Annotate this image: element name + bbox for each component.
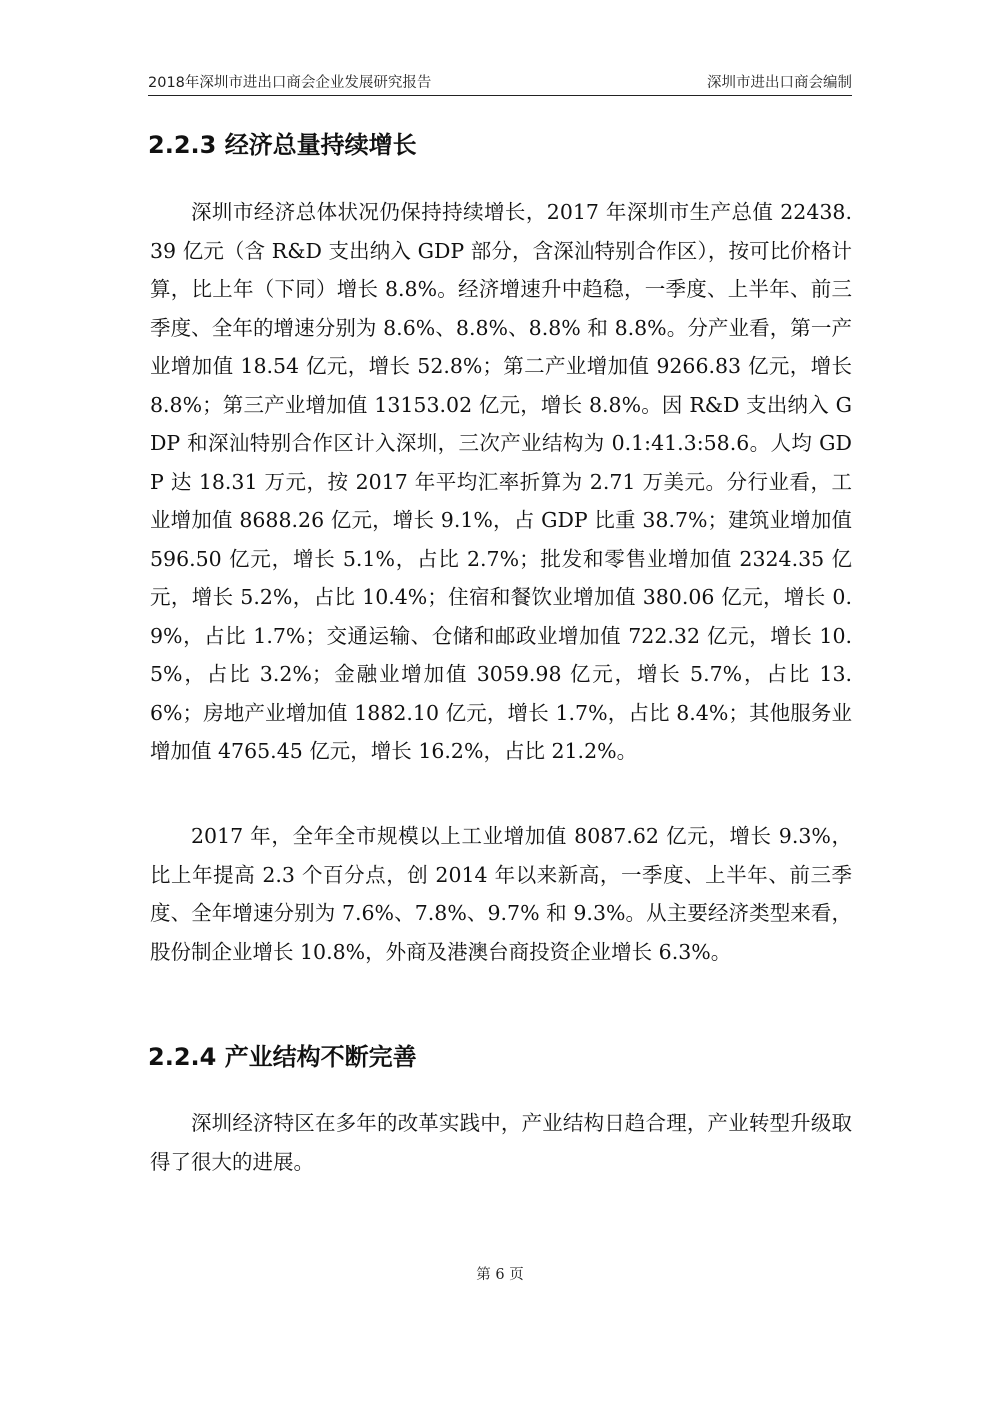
section-heading-2-2-4: 2.2.4 产业结构不断完善: [148, 1043, 417, 1071]
paragraph-industrial-value: 2017 年，全年全市规模以上工业增加值 8087.62 亿元，增长 9.3%，比上年提高 2.3 个百分点，创 2014 年以来新高，一季度、上半年、前三季度、全年增速分别为 7.6%、7.8%、9.7% 和 9.3%。从主要经济类型来看，股份制企业增长 10.8%，外商及港澳台商投资企业增长 6.3%。: [150, 824, 852, 964]
header-publisher: 深圳市进出口商会编制: [707, 75, 852, 91]
page-number: 第 6 页: [476, 1267, 524, 1283]
section-heading-2-2-3: 2.2.3 经济总量持续增长: [148, 131, 417, 159]
paragraph-industry-structure: 深圳经济特区在多年的改革实践中，产业结构日趋合理，产业转型升级取得了很大的进展。: [150, 1111, 852, 1174]
header-report-title: 2018年深圳市进出口商会企业发展研究报告: [148, 75, 432, 91]
page-header: [148, 70, 852, 96]
paragraph-economy-total: 深圳市经济总体状况仍保持持续增长，2017 年深圳市生产总值 22438.39 亿元（含 R&D 支出纳入 GDP 部分，含深汕特别合作区），按可比价格计算，比上年（下同）增长 8.8%。经济增速升中趋稳，一季度、上半年、前三季度、全年的增速分别为 8.6%、8.8%、8.8% 和 8.8%。分产业看，第一产业增加值 18.54 亿元，增长 52.8%；第二产业增加值 9266.83 亿元，增长 8.8%；第三产业增加值 13153.02 亿元，增长 8.8%。因 R&D 支出纳入 GDP 和深汕特别合作区计入深圳，三次产业结构为 0.1:41.3:58.6。人均 GDP 达 18.31 万元，按 2017 年平均汇率折算为 2.71 万美元。分行业看，工业增加值 8688.26 亿元，增长 9.1%，占 GDP 比重 38.7%；建筑业增加值 596.50 亿元，增长 5.1%，占比 2.7%；批发和零售业增加值 2324.35 亿元，增长 5.2%，占比 10.4%；住宿和餐饮业增加值 380.06 亿元，增长 0.9%，占比 1.7%；交通运输、仓储和邮政业增加值 722.32 亿元，增长 10.5%，占比 3.2%；金融业增加值 3059.98 亿元，增长 5.7%，占比 13.6%；房地产业增加值 1882.10 亿元，增长 1.7%，占比 8.4%；其他服务业增加值 4765.45 亿元，增长 16.2%，占比 21.2%。: [150, 200, 852, 763]
